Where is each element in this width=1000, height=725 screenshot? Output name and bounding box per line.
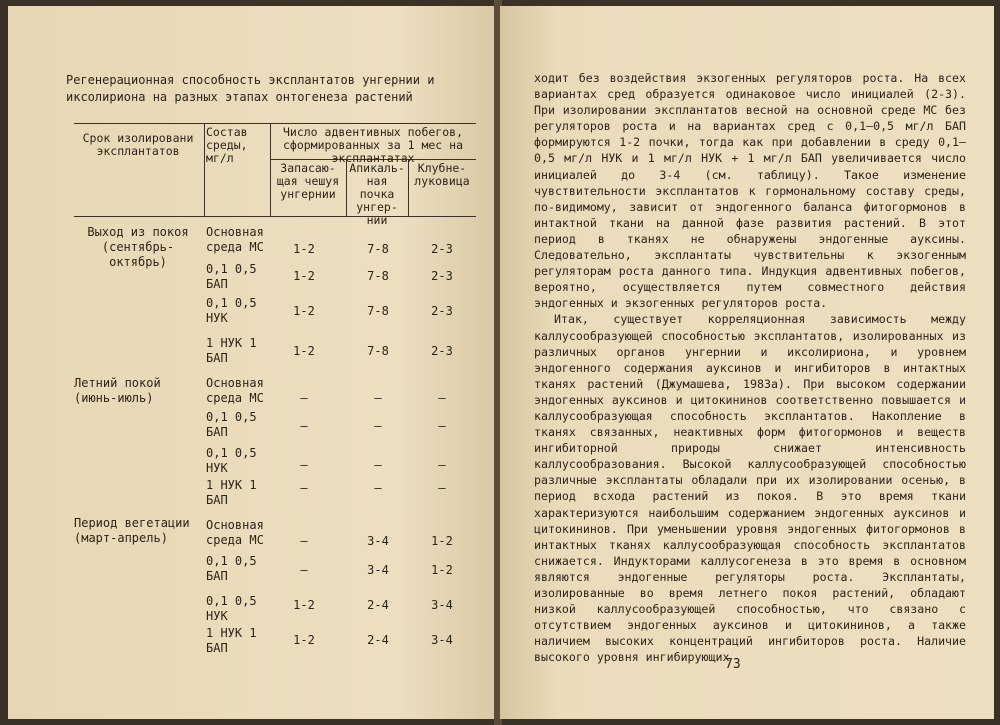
value-cell: 2-3 xyxy=(431,344,453,358)
value-cell: – xyxy=(438,481,446,495)
period-cell: Выход из покоя (сентябрь- октябрь) xyxy=(87,225,189,269)
value-cell: – xyxy=(300,563,308,577)
medium-cell: Основная среда МС xyxy=(206,376,264,405)
period-cell: Период вегетации (март-апрель) xyxy=(74,516,190,545)
value-cell: 2-4 xyxy=(367,598,389,612)
medium-cell: Основная среда МС xyxy=(206,225,264,254)
value-cell: 1-2 xyxy=(293,304,315,318)
table-header-rule xyxy=(74,216,476,217)
value-cell: 1-2 xyxy=(293,344,315,358)
value-cell: 2-3 xyxy=(431,269,453,283)
value-cell: – xyxy=(438,419,446,433)
value-cell: 7-8 xyxy=(367,242,389,256)
value-cell: 2-3 xyxy=(431,242,453,256)
medium-cell: 0,1 0,5 НУК xyxy=(206,296,257,325)
table-divider xyxy=(408,159,409,216)
value-cell: 1-2 xyxy=(293,633,315,647)
table-divider xyxy=(270,123,271,216)
medium-cell: 1 НУК 1 БАП xyxy=(206,626,257,655)
table-caption: Регенерационная способность эксплантатов унгернии и иксолириона на разных этапах онтогенеза растений xyxy=(66,73,435,104)
period-cell: Летний покой (июнь-июль) xyxy=(74,376,161,405)
value-cell: – xyxy=(438,391,446,405)
medium-cell: 0,1 0,5 БАП xyxy=(206,262,257,291)
medium-cell: 0,1 0,5 БАП xyxy=(206,554,257,583)
medium-cell: 1 НУК 1 БАП xyxy=(206,336,257,365)
header-apical: Апикаль- ная почка унгер- нии xyxy=(349,161,405,227)
header-medium: Состав среды, мг/л xyxy=(206,125,248,165)
medium-cell: 0,1 0,5 НУК xyxy=(206,446,257,475)
header-scale: Запасаю- щая чешуя унгернии xyxy=(276,161,340,201)
value-cell: – xyxy=(374,419,382,433)
body-text xyxy=(534,70,966,665)
value-cell: 2-3 xyxy=(431,304,453,318)
value-cell: 3-4 xyxy=(367,563,389,577)
value-cell: – xyxy=(374,458,382,472)
paragraph: ходит без воздействия экзогенных регуляторов роста. На всех вариантах сред образуется одинаковое число инициалей (2-3). При изолировании эксплантатов весной на основной среде МС без регуляторов роста и на вариантах сред с 0,1–0,5 мг/л БАП формируются 1-2 почки, тогда как при добавлении в среду 0,1–0,5 мг/л НУК и 1 мг/л НУК + 1 мг/л БАП увеличивается число инициалей до 3-4 (см. таблицу). Такое изменение чувствительности эксплантатов к гормональному составу среды, по-видимому, зависит от эндогенного баланса фитогормонов в интактной ткани на данной фазе развития растений. В этот период в тканях не обнаружены эндогенные ауксины. Следовательно, эксплантаты чувствительны к экзогенным регуляторам роста данного типа. Индукция адвентивных побегов, вероятно, осуществляется путем совместного действия эндогенных и экзогенных регуляторов роста. xyxy=(534,71,966,311)
table-divider xyxy=(204,123,205,216)
value-cell: – xyxy=(300,458,308,472)
value-cell: – xyxy=(300,534,308,548)
paragraph: Итак, существует корреляционная зависимость между каллусообразующей способностью эксплантатов, изолированных из различных органов унгернии и иксолириона, и уровнем эндогенного содержания ауксинов и ингибиторов в интактных тканях растений (Джумашева, 1983а). При высоком содержании эндогенных ауксинов и цитокининов соответственно повышается и каллусообразующая способность эксплантатов. Накопление в тканях связанных, неактивных форм фитогормонов и веществ ингибиторной природы снижает интенсивность каллусообразования. Высокой каллусообразующей способностью различные эксплантаты обладали при их изолировании осенью, в период всхода растений из покоя. В это время ткани характеризуются наибольшим содержанием эндогенных ауксинов и цитокининов. При уменьшении уровня эндогенных фитогормонов в интактных тканях каллусообразующая способность эксплантатов снижается. Индукторами каллусогенеза в это время в основном являются эндогенные регуляторы роста. Эксплантаты, изолированные во время летнего покоя растений, обладают низкой каллусообразующей способностью, что связано с отсутствием эндогенных ауксинов и цитокининов, а также наличием высоких концентраций ингибиторов роста. Наличие высокого уровня ингибирующих xyxy=(534,312,966,665)
header-bulb: Клубне- луковица xyxy=(414,161,470,188)
value-cell: 3-4 xyxy=(431,633,453,647)
value-cell: 1-2 xyxy=(293,242,315,256)
value-cell: 7-8 xyxy=(367,269,389,283)
medium-cell: 0,1 0,5 НУК xyxy=(206,594,257,623)
table-top-rule xyxy=(74,123,476,124)
medium-cell: Основная среда МС xyxy=(206,518,264,547)
value-cell: 1-2 xyxy=(431,534,453,548)
value-cell: – xyxy=(374,391,382,405)
header-period: Срок изолировани эксплантатов xyxy=(82,131,194,158)
value-cell: 1-2 xyxy=(431,563,453,577)
medium-cell: 1 НУК 1 БАП xyxy=(206,478,257,507)
value-cell: – xyxy=(300,391,308,405)
header-shoots: Число адвентивных побегов, сформированных за 1 мес на эксплантатах xyxy=(282,125,463,165)
value-cell: – xyxy=(300,419,308,433)
value-cell: 3-4 xyxy=(367,534,389,548)
right-page xyxy=(500,6,994,719)
value-cell: 3-4 xyxy=(431,598,453,612)
value-cell: – xyxy=(438,458,446,472)
value-cell: 1-2 xyxy=(293,269,315,283)
page-number: 73 xyxy=(725,657,741,672)
medium-cell: 0,1 0,5 БАП xyxy=(206,410,257,439)
value-cell: – xyxy=(300,481,308,495)
left-page xyxy=(8,6,496,719)
value-cell: 7-8 xyxy=(367,344,389,358)
value-cell: – xyxy=(374,481,382,495)
table-divider xyxy=(346,159,347,216)
value-cell: 7-8 xyxy=(367,304,389,318)
value-cell: 1-2 xyxy=(293,598,315,612)
value-cell: 2-4 xyxy=(367,633,389,647)
